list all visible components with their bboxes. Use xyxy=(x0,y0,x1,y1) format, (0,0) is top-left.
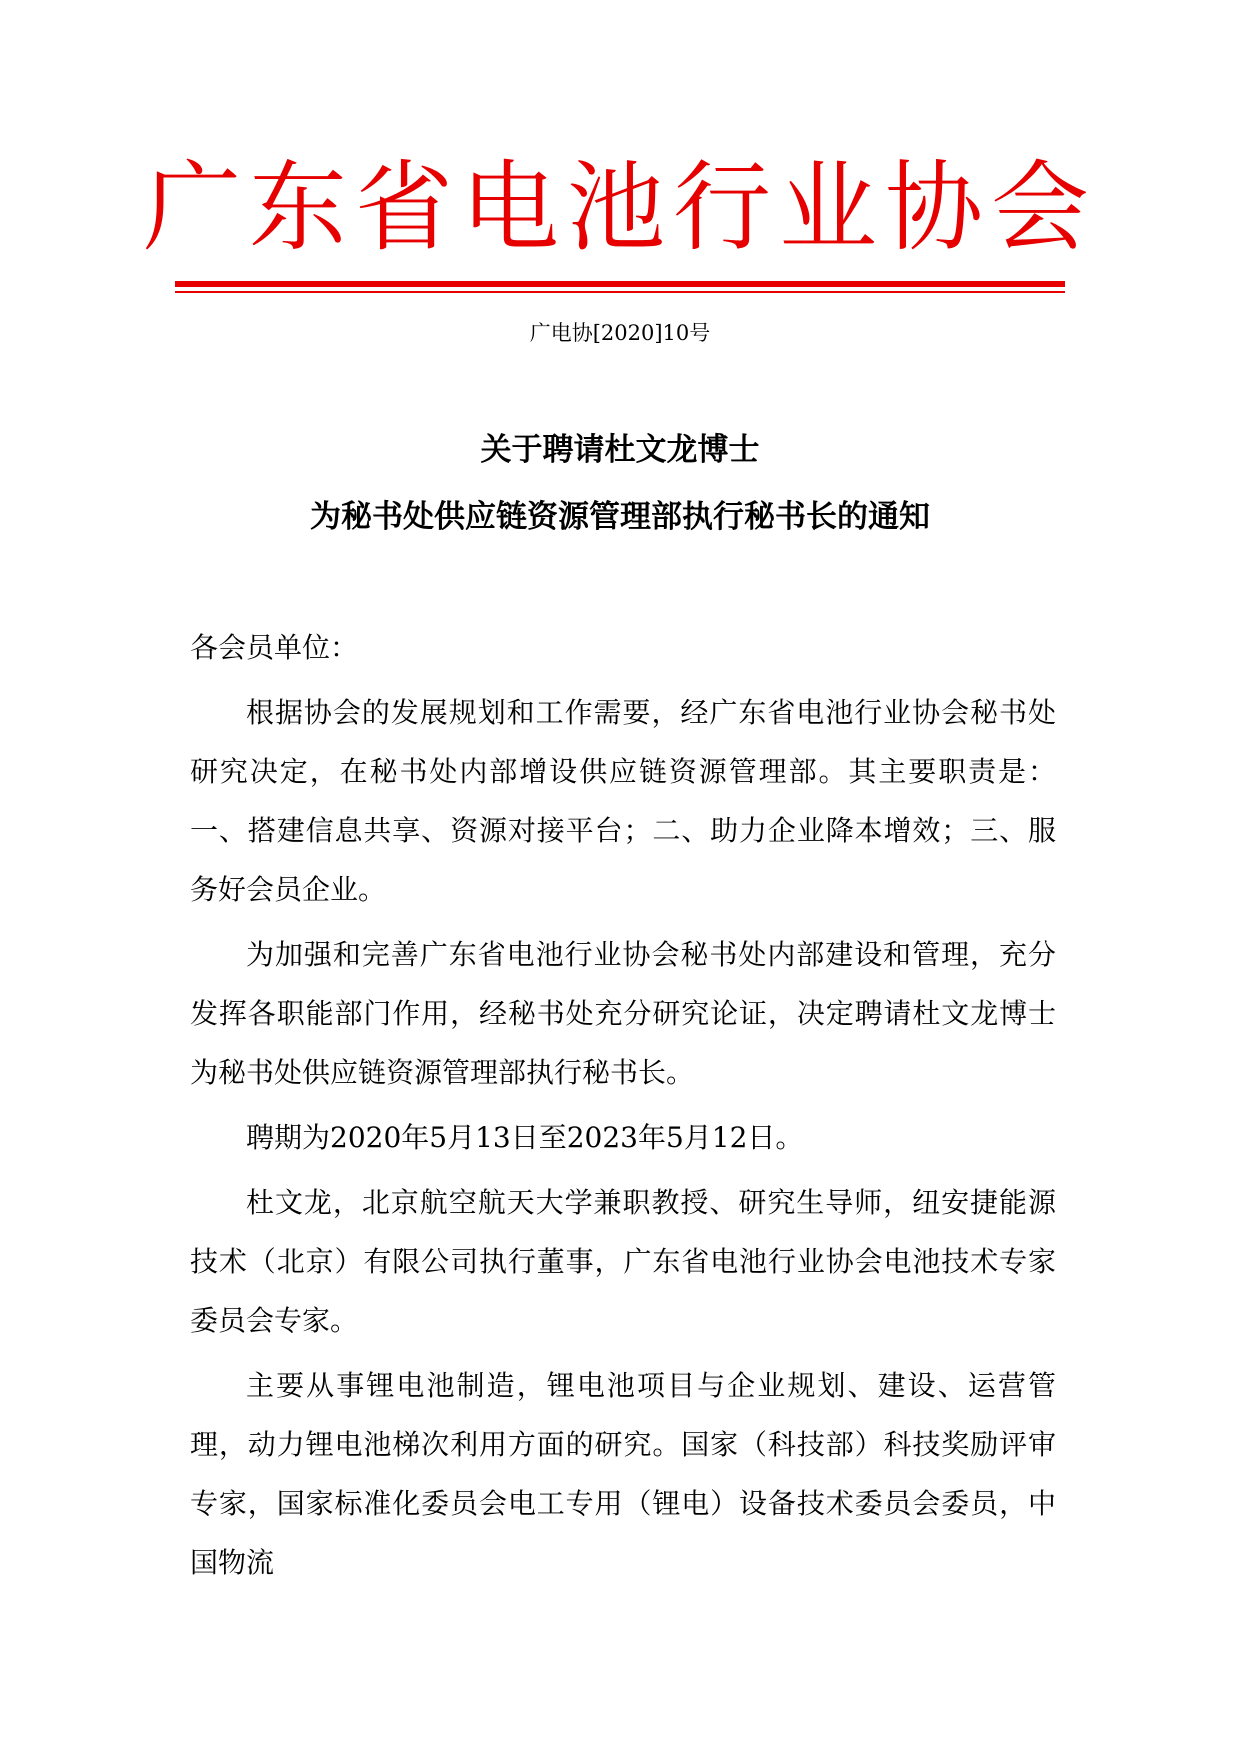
paragraph-research: 主要从事锂电池制造，锂电池项目与企业规划、建设、运营管理，动力锂电池梯次利用方面的研究。国家（科技部）科技奖励评审专家，国家标准化委员会电工专用（锂电）设备技术委员会委员，中国物流 xyxy=(190,1369,1056,1579)
salutation: 各会员单位： xyxy=(190,631,359,664)
document-title-line-1: 关于聘请杜文龙博士 xyxy=(480,432,760,468)
paragraph-biography: 杜文龙，北京航空航天大学兼职教授、研究生导师，纽安捷能源技术（北京）有限公司执行董事，广东省电池行业协会电池技术专家委员会专家。 xyxy=(190,1186,1056,1337)
body-text xyxy=(190,683,1056,1592)
letterhead-red-rule xyxy=(175,281,1065,287)
document-title-line-2: 为秘书处供应链资源管理部执行秘书长的通知 xyxy=(310,499,930,535)
document-number: 广电协[2020]10号 xyxy=(529,321,711,345)
letterhead-org-name: 广东省电池行业协会 xyxy=(142,151,1097,265)
letterhead-red-rule-thin xyxy=(175,291,1065,293)
paragraph-department-setup: 根据协会的发展规划和工作需要，经广东省电池行业协会秘书处研究决定，在秘书处内部增设供应链资源管理部。其主要职责是：一、搭建信息共享、资源对接平台；二、助力企业降本增效；三、服务好会员企业。 xyxy=(190,696,1056,906)
paragraph-term: 聘期为2020年5月13日至2023年5月12日。 xyxy=(246,1121,804,1154)
paragraph-appointment: 为加强和完善广东省电池行业协会秘书处内部建设和管理，充分发挥各职能部门作用，经秘书处充分研究论证，决定聘请杜文龙博士为秘书处供应链资源管理部执行秘书长。 xyxy=(190,938,1056,1089)
